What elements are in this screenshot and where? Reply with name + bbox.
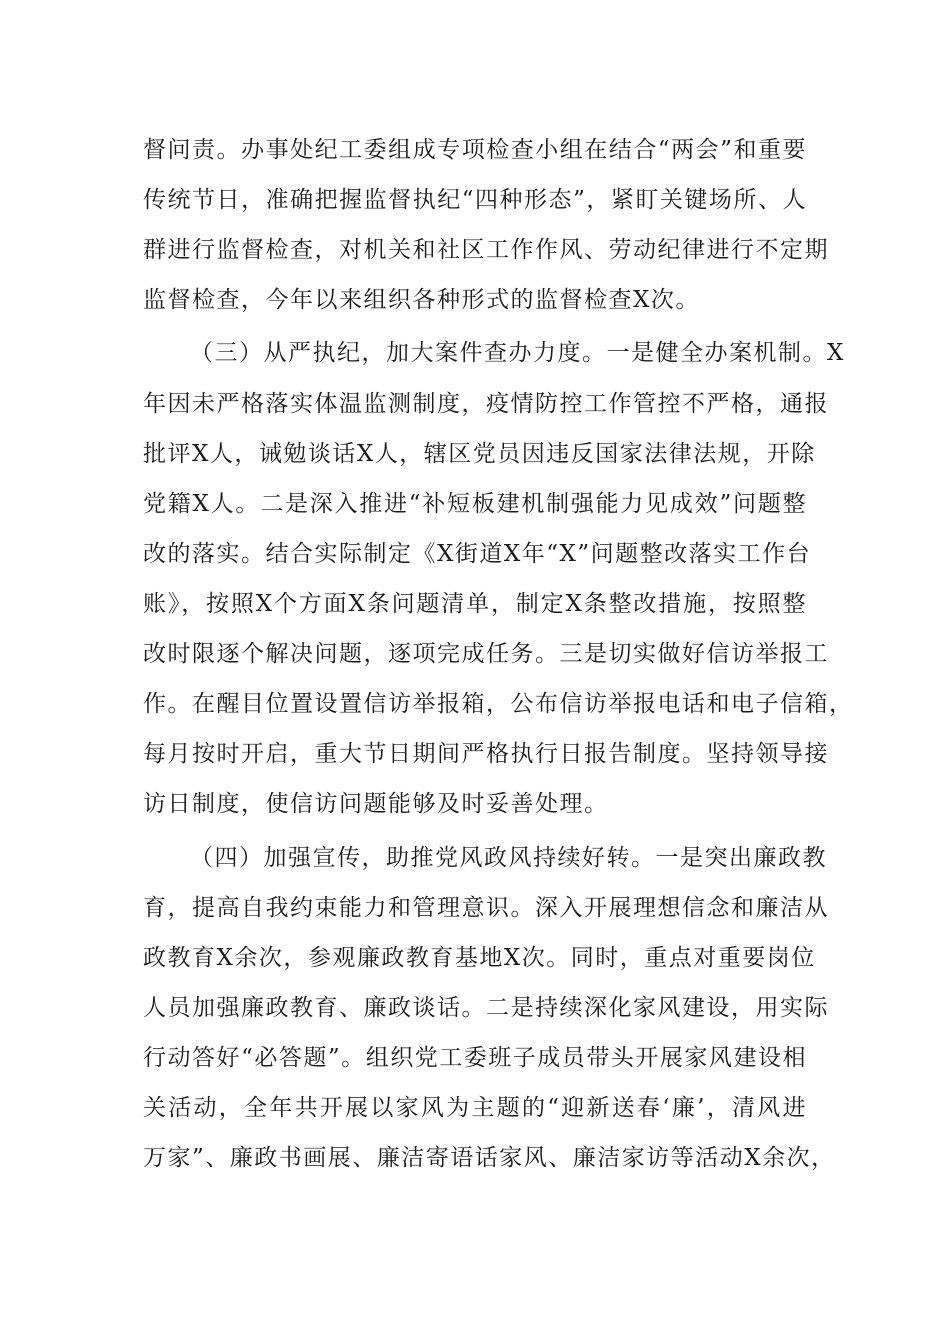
text-line: 政教育X余次，参观廉政教育基地X次。同时，重点对重要岗位 — [143, 945, 816, 971]
text-line: 监督检查，今年以来组织各种形式的监督检查X次。 — [143, 287, 700, 313]
text-line: 党籍X人。二是深入推进“补短板建机制强能力见成效”问题整 — [143, 491, 807, 517]
text-line: （三）从严执纪，加大案件查办力度。一是健全办案机制。X — [190, 340, 845, 366]
text-line: 批评X人，诫勉谈话X人，辖区党员因违反国家法律法规，开除 — [143, 441, 816, 467]
text-line: 群进行监督检查，对机关和社区工作作风、劳动纪律进行不定期 — [143, 237, 829, 263]
text-line: 每月按时开启，重大节日期间严格执行日报告制度。坚持领导接 — [143, 741, 829, 767]
text-line: 访日制度，使信访问题能够及时妥善处理。 — [143, 791, 609, 817]
text-line: 作。在醒目位置设置信访举报箱，公布信访举报电话和电子信箱， — [143, 691, 854, 717]
text-line: 育，提高自我约束能力和管理意识。深入开展理想信念和廉洁从 — [143, 895, 829, 921]
text-line: 年因未严格落实体温监测制度，疫情防控工作管控不严格，通报 — [143, 391, 829, 417]
text-line: 改的落实。结合实际制定《X街道X年“X”问题整改落实工作台 — [143, 541, 812, 567]
text-line: 督问责。办事处纪工委组成专项检查小组在结合“两会”和重要 — [143, 137, 807, 163]
text-line: （四）加强宣传，助推党风政风持续好转。一是突出廉政教 — [190, 845, 827, 871]
text-line: 行动答好“必答题”。组织党工委班子成员带头开展家风建设相 — [143, 1045, 807, 1071]
text-line: 传统节日，准确把握监督执纪“四种形态”，紧盯关键场所、人 — [143, 187, 807, 213]
text-line: 人员加强廉政教育、廉政谈话。二是持续深化家风建设，用实际 — [143, 995, 829, 1021]
text-line: 关活动，全年共开展以家风为主题的“迎新送春‘廉’，清风进 — [143, 1095, 807, 1121]
text-line: 万家”、廉政书画展、廉洁寄语话家风、廉洁家访等活动X余次， — [143, 1145, 836, 1171]
text-line: 账》，按照X个方面X条问题清单，制定X条整改措施，按照整 — [143, 591, 807, 617]
text-line: 改时限逐个解决问题，逐项完成任务。三是切实做好信访举报工 — [143, 641, 829, 667]
